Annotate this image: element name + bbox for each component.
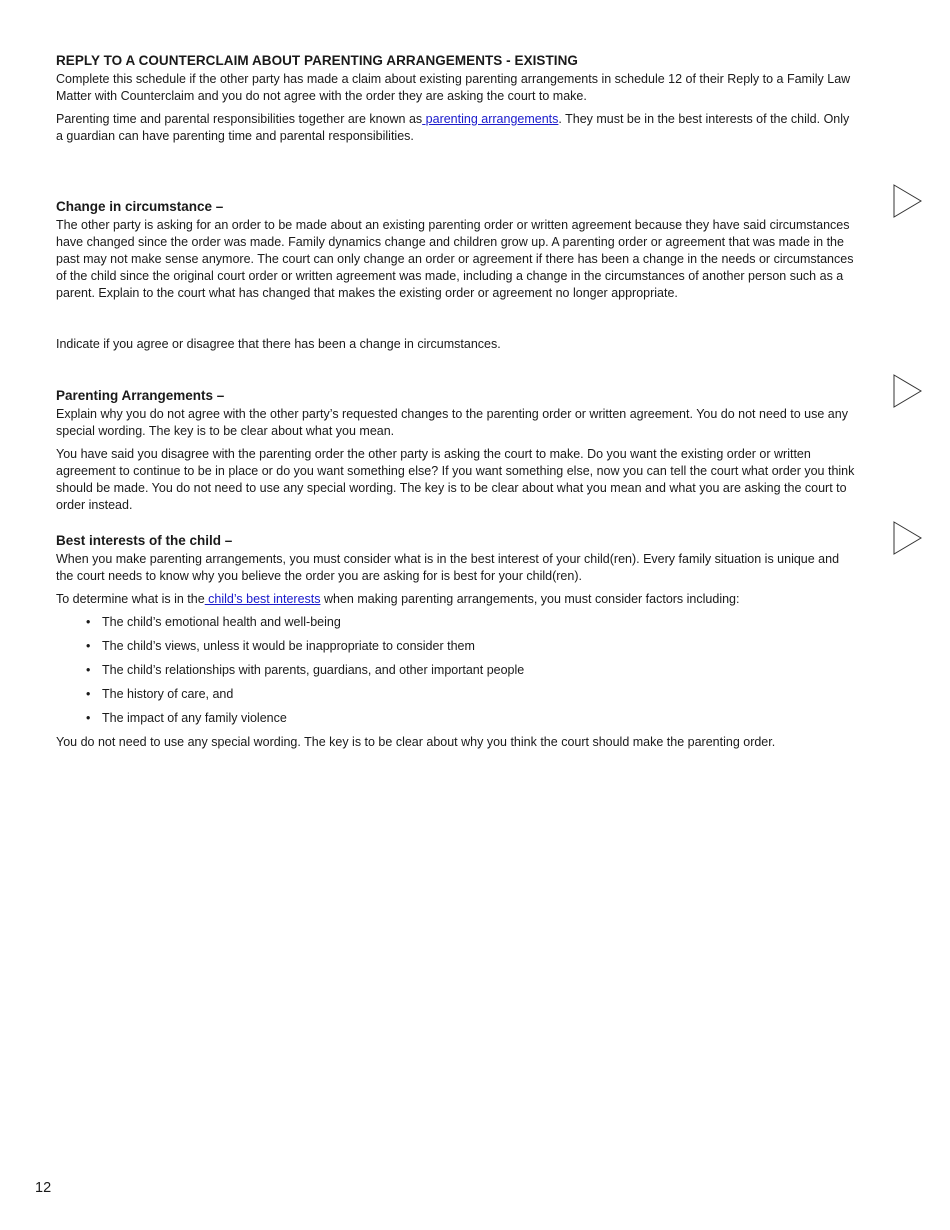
page-title: REPLY TO A COUNTERCLAIM ABOUT PARENTING ARRANGEMENTS - EXISTING [56, 53, 578, 68]
list-item [56, 614, 856, 631]
spacer [56, 520, 856, 532]
closing-paragraph: You do not need to use any special wording. The key is to be clear about why you think the court should make the parenting order. [56, 735, 776, 749]
factors-intro-after: when making parenting arrangements, you must consider factors including: [320, 592, 740, 606]
change-in-circumstance-heading: Change in circumstance – [56, 199, 224, 214]
change-instruction: Indicate if you agree or disagree that there has been a change in circumstances. [56, 337, 501, 351]
triangle-right-icon[interactable] [893, 184, 923, 218]
factors-intro-paragraph [56, 591, 856, 608]
triangle-right-icon[interactable] [893, 374, 923, 408]
triangle-right-icon[interactable] [893, 521, 923, 555]
parenting-arrangements-heading: Parenting Arrangements – [56, 388, 225, 403]
bullet-icon: • [86, 639, 91, 653]
best-interests-body: When you make parenting arrangements, you must consider what is in the best interest of your child(ren). Every family situation is unique and the court needs to know why you believe the order you are asking for is best for your child(ren). [56, 552, 840, 583]
parenting-arrangements-link[interactable]: parenting arrangements [422, 112, 559, 126]
factors-intro-before: To determine what is in the [56, 592, 205, 606]
list-item [56, 662, 856, 679]
parenting-arrangements-paragraph [56, 111, 856, 145]
bullet-icon: • [86, 687, 91, 701]
change-in-circumstance-body: The other party is asking for an order to be made about an existing parenting order or written agreement because they have said circumstances have changed since the order was made. Family dynamics change and children grow up. A parenting order or agreement that was made in the past may not make sense anymore. The court can only change an order or agreement if there has been a change in the needs or circumstances of the child since the original court order or written agreement was made, including a change in the circumstances of another person such as a parent. Explain to the court what has changed that makes the existing order or agreement no longer appropriate. [56, 218, 854, 300]
childs-best-interests-link[interactable]: child’s best interests [204, 592, 321, 606]
intro-paragraph: Complete this schedule if the other party has made a claim about existing parenting arrangements in schedule 12 of their Reply to a Family Law Matter with Counterclaim and you do not agree with the order they are asking the court to make. [56, 72, 851, 103]
spacer [56, 359, 856, 387]
bullet-icon: • [86, 663, 91, 677]
parenting-para-after: . They must be in the best interests of the child. Only a guardian can have parenting time and parental responsibilities. [56, 112, 850, 143]
list-item-text: The child’s views, unless it would be inappropriate to consider them [102, 639, 475, 653]
best-interests-heading: Best interests of the child – [56, 533, 233, 548]
list-item-text: The history of care, and [102, 687, 234, 701]
spacer [56, 151, 856, 198]
parenting-arrangements-body-2: You have said you disagree with the parenting order the other party is asking the court to make. Do you want the existing order or written agreement to continue to be in place or do you want something else? If you want something else, now you can tell the court what order you think should be made. You do not need to use any special wording. The key is to be clear about what you mean and what you are asking the court to order instead. [56, 447, 855, 512]
list-item-text: The child’s relationships with parents, guardians, and other important people [102, 663, 525, 677]
page-number: 12 [35, 1180, 52, 1196]
list-item-text: The child’s emotional health and well-being [102, 615, 341, 629]
page-content [56, 52, 856, 757]
list-item [56, 638, 856, 655]
parenting-arrangements-body-1: Explain why you do not agree with the other party’s requested changes to the parenting order or written agreement. You do not need to use any special wording. The key is to be clear about what you mean. [56, 407, 848, 438]
list-item [56, 710, 856, 727]
parenting-para-before: Parenting time and parental responsibilities together are known as [56, 112, 423, 126]
list-item [56, 686, 856, 703]
bullet-icon: • [86, 711, 91, 725]
factors-list [56, 614, 856, 727]
spacer [56, 308, 856, 336]
bullet-icon: • [86, 615, 91, 629]
list-item-text: The impact of any family violence [102, 711, 287, 725]
